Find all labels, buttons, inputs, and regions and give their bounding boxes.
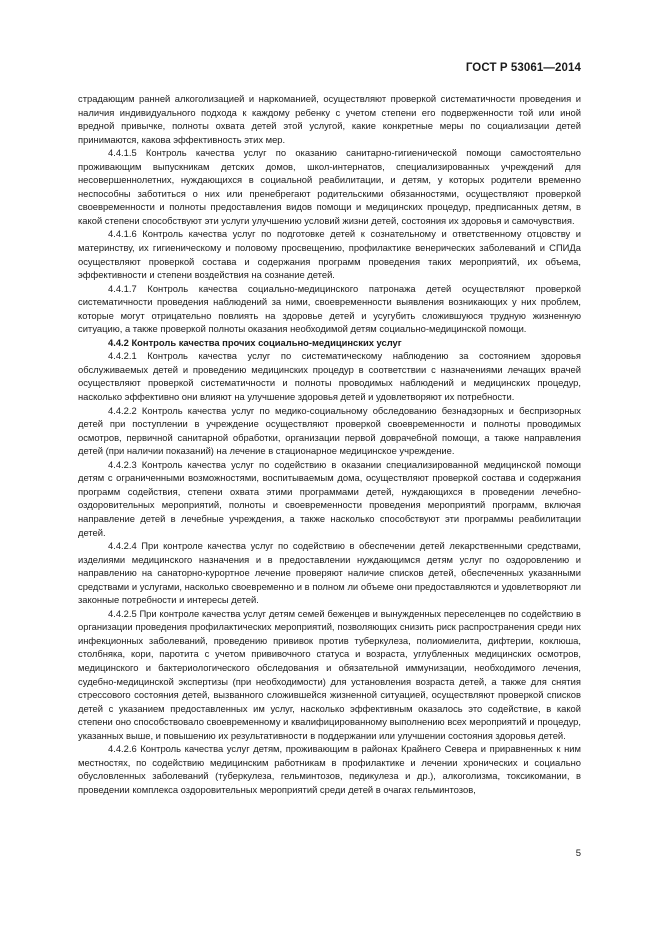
page-header: ГОСТ Р 53061—2014 [465,62,581,74]
paragraph-4-4-2-6: 4.4.2.6 Контроль качества услуг детям, проживающим в районах Крайнего Севера и приравненных к ним местностях, по содействию медицинским работникам в профилактике и лечении хронических и социально обусловленных заболеваний (туберкулеза, гельминтозов, педикулеза и др.), алкоголизма, токсикомании, в проведении комплекса оздоровительных мероприятий среди детей в очагах гельминтозов, [78,743,581,795]
paragraph-4-4-1-7: 4.4.1.7 Контроль качества социально-медицинского патронажа детей осуществляют проверкой систематичности проведения наблюдений за ними, своевременности выявления возникающих у них проблем, которые могут отрицательно повлиять на здоровье детей и усугубить сложившуюся трудную жизненную ситуацию, а также проверкой полноты оказания необходимой детям социально-медицинской помощи. [78,282,581,335]
paragraph-4-4-1-5: 4.4.1.5 Контроль качества услуг по оказанию санитарно-гигиенической помощи самостоятельно проживающим выпускникам детских домов, школ-интернатов, специализированных учреждений для несовершеннолетних, нуждающихся в социальной реабилитации, и детям, у которых родители временно неспособны заботиться о них или пренебрегают родительскими обязанностями, осуществляют проверкой своевременности и полноты предоставления видов помощи и медицинских процедур, предписанных детям, в какой степени способствуют эти услуги улучшению условий жизни детей, состояния их здоровья и самочувствия. [78,147,581,226]
paragraph-4-4-2-4: 4.4.2.4 При контроле качества услуг по содействию в обеспечении детей лекарственными средствами, изделиями медицинского назначения и в предоставлении нуждающимся детям услуг по оздоровлению и направлению на санаторно-курортное лечение проверяют наличие списков детей, обеспеченных указанными средствами и услугами, насколько своевременно и в полном ли объеме они предоставляются и удовлетворяют ли законные потребности и интересы детей. [78,540,581,606]
paragraph-4-4-2-1: 4.4.2.1 Контроль качества услуг по систематическому наблюдению за состоянием здоровья обслуживаемых детей и проведению медицинских процедур в соответствии с назначениями лечащих врачей осуществляют проверкой систематичности и полноты проводимых наблюдений и медицинских процедур, насколько эффективно они влияют на улучшение здоровья детей и удовлетворяют их потребности. [78,350,581,403]
paragraph-4-4-2-3: 4.4.2.3 Контроль качества услуг по содействию в оказании специализированной медицинской помощи детям с ограниченными возможностями, воспитываемым дома, осуществляют проверкой состава и содержания программ содействия, степени охвата этими программами детей, нуждающихся в проведении лечебно-оздоровительных мероприятий, полноты и своевременности проведения мероприятий программ, включая направление детей в лечебные учреждения, а также насколько способствуют эти программы реабилитации детей. [78,458,581,538]
document-body [78,92,581,796]
paragraph-continuation: страдающим ранней алкоголизацией и наркоманией, осуществляют проверкой систематичности проведения и наличия индивидуального подхода к каждому ребенку с учетом степени его подверженности той или иной вредной привычке, полноты охвата детей этой услугой, какие конкретные меры по социализации детей принимаются, какова эффективность этих мер. [78,93,581,145]
paragraph-4-4-2-5: 4.4.2.5 При контроле качества услуг детям семей беженцев и вынужденных переселенцев по содействию в организации проведения профилактических мероприятий, позволяющих снизить риск распространения среди них инфекционных заболеваний, проведению прививок против туберкулеза, полиомиелита, дифтерии, коклюша, столбняка, кори, паротита с учетом прививочного статуса и возраста, углубленных медицинских осмотров, медицинского и бактериологического обследования и обязательной иммунизации, необходимого лечения, судебно-медицинской экспертизы (при необходимости) для установления возраста детей, а также для снятия стрессового состояния детей, вызванного сложившейся жизненной ситуацией, осуществляют проверкой списков детей с указанием предоставленных им услуг, насколько эффективным оказалось это содействие, в какой степени оно способствовало своевременному и квалифицированному выполнению всех мероприятий и процедур, указанных выше, и повышению их результативности в поддержании или улучшении состояния здоровья детей. [78,607,581,741]
section-heading-4-4-2: 4.4.2 Контроль качества прочих социально-медицинских услуг [108,336,402,348]
paragraph-4-4-2-2: 4.4.2.2 Контроль качества услуг по медико-социальному обследованию безнадзорных и беспризорных детей при поступлении в учреждение осуществляют проверкой своевременности и полноты проводимых осмотров, первичной санитарной обработки, организации первой доврачебной помощи, а также направления детей (при наличии показаний) на лечение в стационарное медицинское учреждение. [78,404,581,457]
page-number: 5 [575,848,581,859]
paragraph-4-4-1-6: 4.4.1.6 Контроль качества услуг по подготовке детей к сознательному и ответственному отцовству и материнству, их гигиеническому и половому просвещению, профилактике венерических заболеваний и СПИДа осуществляют проверкой состава и содержания программ проведения таких мероприятий, их объема, эффективности и степени воздействия на сознание детей. [78,228,581,281]
